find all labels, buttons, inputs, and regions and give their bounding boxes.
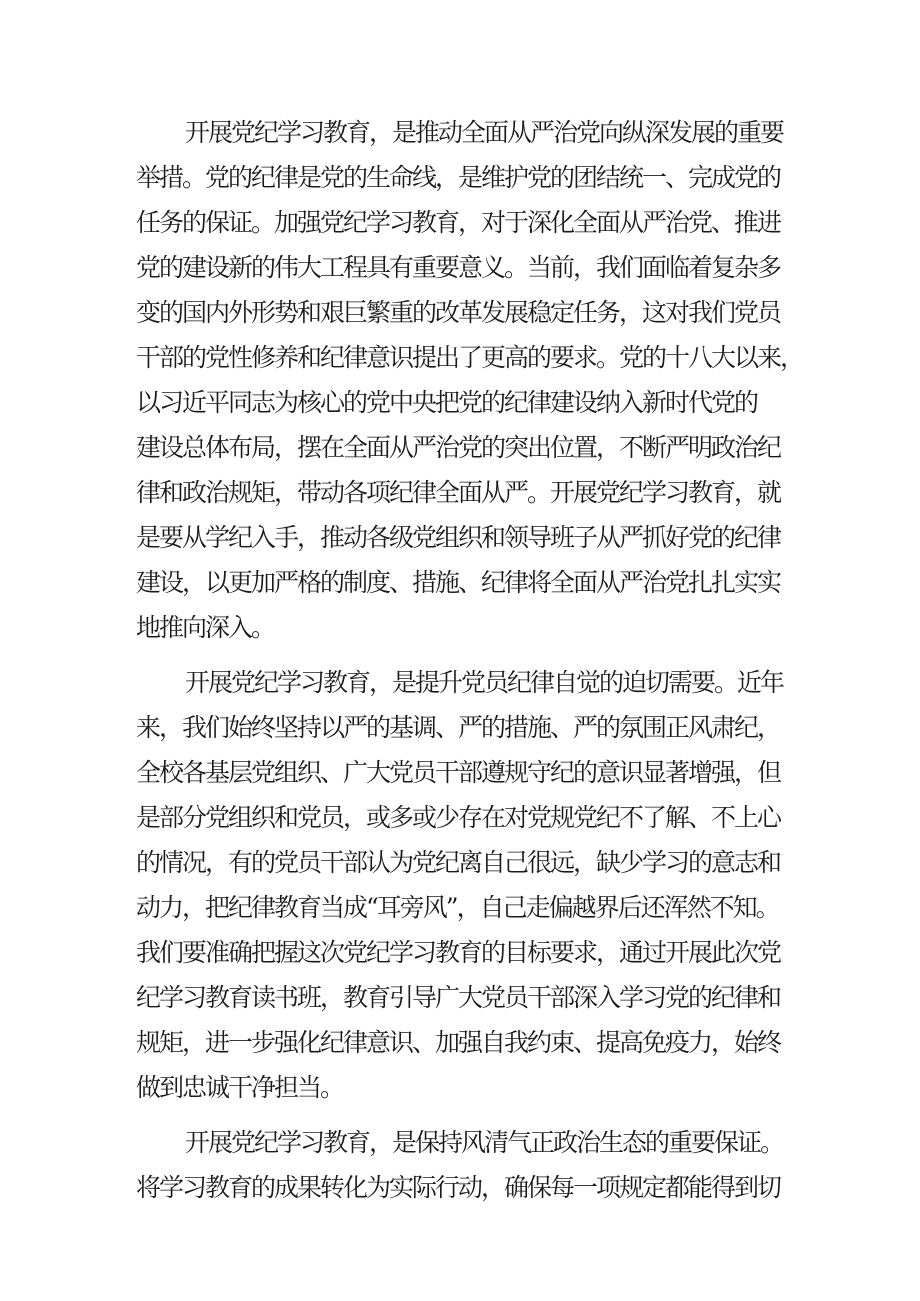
text-line: 党的建设新的伟大工程具有重要意义。当前，我们面临着复杂多 bbox=[136, 253, 781, 282]
text-line: 是部分党组织和党员，或多或少存在对党规党纪不了解、不上心 bbox=[136, 803, 781, 832]
text-line: 开展党纪学习教育，是保持风清气正政治生态的重要保证。 bbox=[185, 1128, 784, 1157]
text-line: 干部的党性修养和纪律意识提出了更高的要求。党的十八大以来， bbox=[136, 343, 804, 372]
text-line: 开展党纪学习教育，是推动全面从严治党向纵深发展的重要 bbox=[185, 118, 784, 147]
text-line: 动力，把纪律教育当成“耳旁风”，自己走偏越界后还浑然不知。 bbox=[136, 893, 779, 922]
text-line: 来，我们始终坚持以严的基调、严的措施、严的氛围正风肃纪， bbox=[136, 713, 781, 742]
text-line: 变的国内外形势和艰巨繁重的改革发展稳定任务，这对我们党员 bbox=[136, 298, 781, 327]
text-line: 律和政治规矩，带动各项纪律全面从严。开展党纪学习教育，就 bbox=[136, 478, 781, 507]
text-line: 是要从学纪入手，推动各级党组织和领导班子从严抓好党的纪律 bbox=[136, 523, 781, 552]
text-line: 的情况，有的党员干部认为党纪离自己很远，缺少学习的意志和 bbox=[136, 848, 781, 877]
text-line: 我们要准确把握这次党纪学习教育的目标要求，通过开展此次党 bbox=[136, 938, 781, 967]
text-line: 地推向深入。 bbox=[136, 613, 275, 642]
text-line: 纪学习教育读书班，教育引导广大党员干部深入学习党的纪律和 bbox=[136, 983, 781, 1012]
text-line: 任务的保证。加强党纪学习教育，对于深化全面从严治党、推进 bbox=[136, 208, 781, 237]
text-line: 建设总体布局，摆在全面从严治党的突出位置，不断严明政治纪 bbox=[136, 433, 781, 462]
text-line: 建设，以更加严格的制度、措施、纪律将全面从严治党扎扎实实 bbox=[136, 568, 781, 597]
text-line: 开展党纪学习教育，是提升党员纪律自觉的迫切需要。近年 bbox=[185, 668, 784, 697]
text-line: 将学习教育的成果转化为实际行动，确保每一项规定都能得到切 bbox=[136, 1173, 781, 1202]
text-line: 做到忠诚干净担当。 bbox=[136, 1073, 344, 1102]
text-line: 规矩，进一步强化纪律意识、加强自我约束、提高免疫力，始终 bbox=[136, 1028, 781, 1057]
text-line: 全校各基层党组织、广大党员干部遵规守纪的意识显著增强，但 bbox=[136, 758, 781, 787]
text-line: 举措。党的纪律是党的生命线，是维护党的团结统一、完成党的 bbox=[136, 163, 781, 192]
text-line: 以习近平同志为核心的党中央把党的纪律建设纳入新时代党的 bbox=[136, 388, 758, 417]
